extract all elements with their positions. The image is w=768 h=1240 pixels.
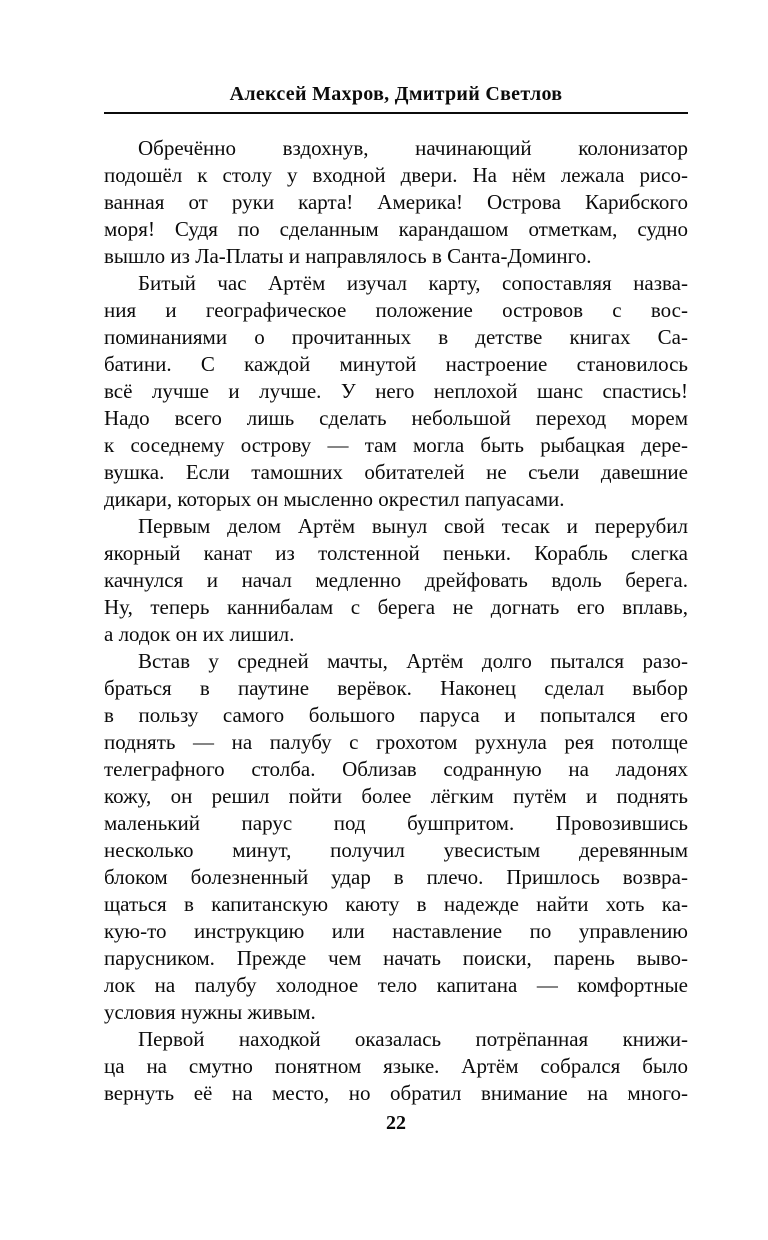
text-line: блоком болезненный удар в плечо. Пришлось возвра- bbox=[104, 865, 688, 889]
text-line: кожу, он решил пойти более лёгким путём и поднять bbox=[104, 784, 688, 808]
paragraph bbox=[104, 648, 688, 1026]
text-line: вышло из Ла-Платы и направлялось в Санта-Доминго. bbox=[104, 244, 592, 268]
text-line: якорный канат из толстенной пеньки. Корабль слегка bbox=[104, 541, 688, 565]
page-number: 22 bbox=[386, 1112, 406, 1134]
page-text bbox=[104, 135, 688, 1107]
text-line: Первым делом Артём вынул свой тесак и перерубил bbox=[138, 514, 688, 538]
text-line: ванная от руки карта! Америка! Острова Карибского bbox=[104, 190, 688, 214]
text-line: вернуть её на место, но обратил внимание на много- bbox=[104, 1081, 688, 1105]
text-line: качнулся и начал медленно дрейфовать вдоль берега. bbox=[104, 568, 688, 592]
text-line: к соседнему острову — там могла быть рыбацкая дере- bbox=[104, 433, 688, 457]
text-line: браться в паутине верёвок. Наконец сделал выбор bbox=[104, 676, 688, 700]
text-line: Ну, теперь каннибалам с берега не догнать его вплавь, bbox=[104, 595, 688, 619]
text-line: Надо всего лишь сделать небольшой переход морем bbox=[104, 406, 688, 430]
text-line: Встав у средней мачты, Артём долго пытался разо- bbox=[138, 649, 688, 673]
text-line: вушка. Если тамошних обитателей не съели давешние bbox=[104, 460, 688, 484]
text-line: поминаниями о прочитанных в детстве книгах Са- bbox=[104, 325, 688, 349]
text-line: лок на палубу холодное тело капитана — комфортные bbox=[104, 973, 688, 997]
paragraph bbox=[104, 1026, 688, 1107]
running-header-authors: Алексей Махров, Дмитрий Светлов bbox=[229, 83, 563, 105]
text-line: подошёл к столу у входной двери. На нём лежала рисо- bbox=[104, 163, 688, 187]
paragraph bbox=[104, 513, 688, 648]
text-line: поднять — на палубу с грохотом рухнула рея потолще bbox=[104, 730, 688, 754]
text-line: Первой находкой оказалась потрёпанная книжи- bbox=[138, 1027, 688, 1051]
text-line: в пользу самого большого паруса и попытался его bbox=[104, 703, 688, 727]
text-line: всё лучше и лучше. У него неплохой шанс спастись! bbox=[104, 379, 688, 403]
text-line: условия нужны живым. bbox=[104, 1000, 316, 1024]
text-line: маленький парус под бушпритом. Провозившись bbox=[104, 811, 688, 835]
text-line: дикари, которых он мысленно окрестил папуасами. bbox=[104, 487, 565, 511]
text-line: щаться в капитанскую каюту в надежде найти хоть ка- bbox=[104, 892, 688, 916]
text-line: моря! Судя по сделанным карандашом отметкам, судно bbox=[104, 217, 688, 241]
paragraph bbox=[104, 135, 688, 270]
text-line: ца на смутно понятном языке. Артём собрался было bbox=[104, 1054, 688, 1078]
text-line: а лодок он их лишил. bbox=[104, 622, 295, 646]
text-line: ния и географическое положение островов с вос- bbox=[104, 298, 688, 322]
text-line: батини. С каждой минутой настроение становилось bbox=[104, 352, 688, 376]
text-line: Битый час Артём изучал карту, сопоставляя назва- bbox=[138, 271, 688, 295]
text-line: кую-то инструкцию или наставление по управлению bbox=[104, 919, 688, 943]
text-line: несколько минут, получил увесистым деревянным bbox=[104, 838, 688, 862]
text-line: Обречённо вздохнув, начинающий колонизатор bbox=[138, 136, 688, 160]
text-line: парусником. Прежде чем начать поиски, парень выво- bbox=[104, 946, 688, 970]
header-rule bbox=[104, 112, 688, 114]
paragraph bbox=[104, 270, 688, 513]
text-line: телеграфного столба. Облизав содранную на ладонях bbox=[104, 757, 688, 781]
